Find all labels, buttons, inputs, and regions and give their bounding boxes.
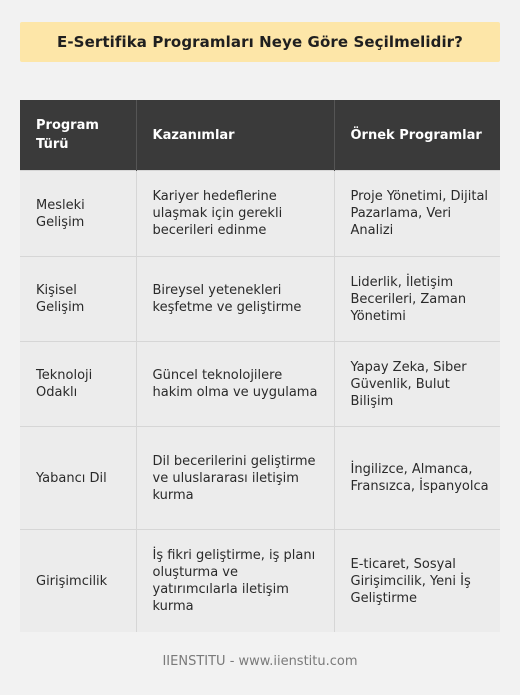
cell-program-type: Teknoloji Odaklı [20,342,136,427]
table-row [20,171,500,257]
page-title: E-Sertifika Programları Neye Göre Seçilmelidir? [57,33,463,51]
header-gains: Kazanımlar [136,100,334,171]
cell-gains: Kariyer hedeflerine ulaşmak için gerekli becerileri edinme [136,171,334,257]
cell-program-type: Mesleki Gelişim [20,171,136,257]
table-header-row [20,100,500,171]
cell-examples: Liderlik, İletişim Becerileri, Zaman Yönetimi [334,257,500,342]
cell-examples: Proje Yönetimi, Dijital Pazarlama, Veri Analizi [334,171,500,257]
table-row [20,257,500,342]
cell-gains: Bireysel yetenekleri keşfetme ve geliştirme [136,257,334,342]
table-row [20,342,500,427]
cell-program-type: Kişisel Gelişim [20,257,136,342]
table-row [20,530,500,633]
title-banner [20,22,500,62]
cell-examples: E-ticaret, Sosyal Girişimcilik, Yeni İş Geliştirme [334,530,500,633]
cell-program-type: Girişimcilik [20,530,136,633]
table-row [20,427,500,530]
cell-examples: İngilizce, Almanca, Fransızca, İspanyolca [334,427,500,530]
header-program-type: Program Türü [20,100,136,171]
header-example-programs: Örnek Programlar [334,100,500,171]
footer-credit: IIENSTITU - www.iienstitu.com [162,654,358,669]
cell-examples: Yapay Zeka, Siber Güvenlik, Bulut Bilişim [334,342,500,427]
cell-program-type: Yabancı Dil [20,427,136,530]
cell-gains: Dil becerilerini geliştirme ve uluslararası iletişim kurma [136,427,334,530]
cell-gains: İş fikri geliştirme, iş planı oluşturma ve yatırımcılarla iletişim kurma [136,530,334,633]
cell-gains: Güncel teknolojilere hakim olma ve uygulama [136,342,334,427]
program-table [20,100,500,632]
